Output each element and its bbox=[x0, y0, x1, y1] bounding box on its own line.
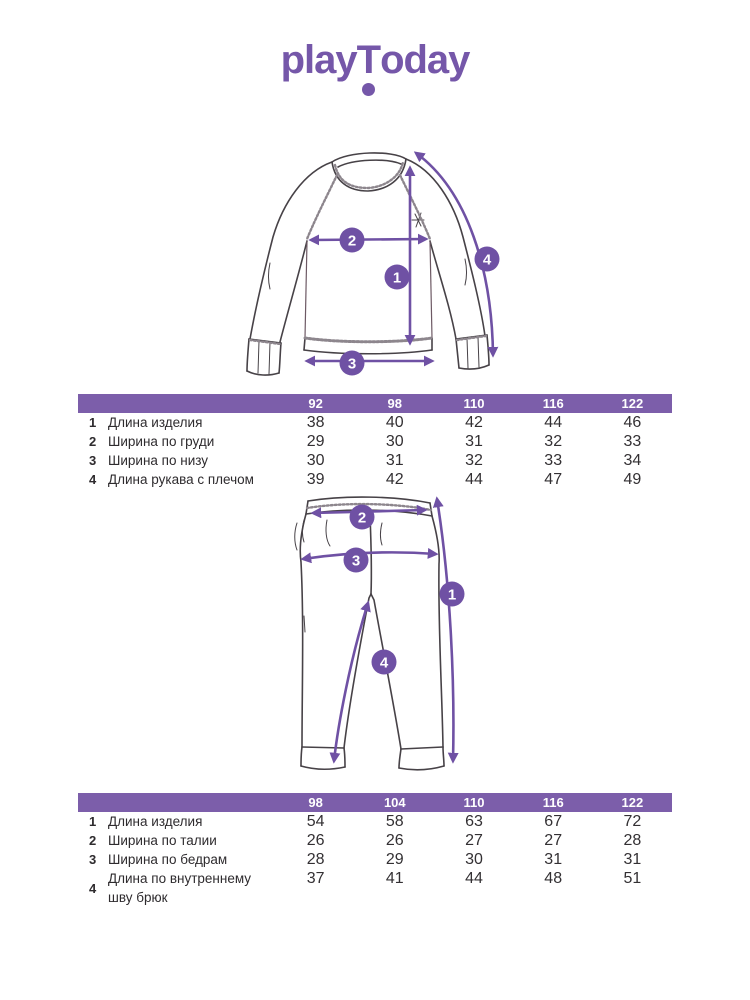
size-value: 48 bbox=[544, 870, 563, 887]
marker-label-3: 3 bbox=[351, 552, 361, 570]
size-value: 49 bbox=[623, 471, 642, 488]
size-value: 42 bbox=[465, 414, 483, 431]
marker-label-3: 3 bbox=[347, 355, 357, 373]
row-label: Ширина по бедрам bbox=[108, 852, 228, 867]
size-value: 37 bbox=[306, 870, 325, 887]
size-value: 33 bbox=[544, 452, 563, 469]
size-value: 26 bbox=[385, 832, 404, 849]
size-value: 54 bbox=[306, 813, 325, 830]
size-value: 28 bbox=[623, 832, 642, 849]
sweatshirt-measure-arrows bbox=[307, 153, 493, 361]
size-value: 31 bbox=[385, 452, 404, 469]
marker-label-1: 1 bbox=[392, 269, 402, 287]
size-value: 32 bbox=[544, 433, 563, 450]
size-value: 27 bbox=[544, 832, 563, 849]
pants-outline bbox=[295, 497, 444, 770]
pants-size-table bbox=[78, 793, 672, 907]
row-number: 1 bbox=[89, 415, 97, 430]
row-label: Длина изделия bbox=[108, 814, 203, 829]
row-number: 3 bbox=[89, 852, 97, 867]
row-label: Ширина по талии bbox=[108, 833, 217, 848]
size-value: 31 bbox=[465, 433, 483, 450]
row-number: 2 bbox=[89, 434, 97, 449]
row-label: Длина изделия bbox=[108, 415, 203, 430]
measure-arrow-3 bbox=[303, 552, 436, 559]
size-value: 63 bbox=[465, 813, 483, 830]
size-value: 44 bbox=[465, 870, 483, 887]
row-number: 2 bbox=[89, 833, 97, 848]
marker-label-2: 2 bbox=[347, 232, 357, 250]
size-value: 31 bbox=[544, 851, 563, 868]
size-value: 34 bbox=[623, 452, 642, 469]
size-value: 28 bbox=[306, 851, 325, 868]
size-value: 30 bbox=[385, 433, 404, 450]
table-row bbox=[78, 413, 672, 432]
pants-diagram bbox=[270, 490, 500, 780]
size-col-header: 98 bbox=[308, 795, 323, 810]
row-number: 1 bbox=[89, 814, 97, 829]
size-value: 58 bbox=[385, 813, 404, 830]
row-label: Ширина по груди bbox=[108, 434, 215, 449]
size-value: 47 bbox=[544, 471, 563, 488]
table-row bbox=[78, 451, 672, 470]
size-value: 26 bbox=[306, 832, 325, 849]
marker-label-1: 1 bbox=[447, 586, 457, 604]
marker-label-4: 4 bbox=[482, 251, 492, 269]
size-value: 44 bbox=[544, 414, 563, 431]
size-value: 67 bbox=[544, 813, 563, 830]
table-row bbox=[78, 850, 672, 869]
size-col-header: 110 bbox=[463, 795, 485, 810]
sweatshirt-side-seams bbox=[305, 241, 432, 338]
size-value: 33 bbox=[623, 433, 642, 450]
row-label: Ширина по низу bbox=[108, 453, 209, 468]
table-row bbox=[78, 470, 672, 489]
sweatshirt-diagram bbox=[240, 141, 520, 391]
table-row bbox=[78, 812, 672, 831]
size-col-header: 122 bbox=[621, 396, 644, 411]
size-value: 30 bbox=[465, 851, 483, 868]
size-value: 72 bbox=[623, 813, 642, 830]
marker-label-4: 4 bbox=[379, 654, 389, 672]
logo-text-play: play bbox=[280, 38, 357, 82]
size-value: 30 bbox=[306, 452, 325, 469]
size-value: 32 bbox=[465, 452, 483, 469]
measure-arrow-2 bbox=[311, 239, 426, 240]
marker-label-2: 2 bbox=[357, 509, 367, 527]
table-row bbox=[78, 432, 672, 451]
size-value: 38 bbox=[306, 414, 325, 431]
size-value: 46 bbox=[623, 414, 642, 431]
size-col-header: 98 bbox=[387, 396, 403, 411]
row-label: Длина рукава с плечом bbox=[108, 472, 254, 487]
size-col-header: 122 bbox=[621, 795, 644, 810]
row-number: 3 bbox=[89, 453, 97, 468]
size-value: 51 bbox=[623, 870, 642, 887]
size-col-header: 116 bbox=[542, 795, 564, 810]
logo-text-t: T bbox=[356, 38, 381, 82]
size-col-header: 104 bbox=[383, 795, 406, 810]
size-header-row bbox=[78, 394, 672, 413]
size-value: 29 bbox=[385, 851, 404, 868]
size-value: 39 bbox=[306, 471, 325, 488]
table-row bbox=[78, 869, 672, 907]
size-col-header: 116 bbox=[542, 396, 564, 411]
pants-measure-arrows bbox=[303, 499, 453, 761]
size-value: 27 bbox=[465, 832, 483, 849]
size-col-header: 110 bbox=[463, 396, 485, 411]
row-number: 4 bbox=[89, 880, 97, 896]
size-value: 40 bbox=[385, 414, 404, 431]
size-value: 42 bbox=[385, 471, 404, 488]
size-header-row bbox=[78, 793, 672, 812]
brand-logo bbox=[0, 40, 750, 80]
row-label: Длина по внутреннему шву брюк bbox=[108, 871, 252, 905]
row-number: 4 bbox=[89, 472, 97, 487]
size-value: 29 bbox=[306, 433, 325, 450]
table-row bbox=[78, 831, 672, 850]
size-value: 41 bbox=[385, 870, 404, 887]
logo-text-oday: oday bbox=[380, 38, 470, 82]
size-value: 31 bbox=[623, 851, 642, 868]
pants-measure-markers bbox=[344, 505, 465, 675]
logo-dot bbox=[362, 83, 375, 96]
sweatshirt-size-table bbox=[78, 394, 672, 489]
size-value: 44 bbox=[465, 471, 483, 488]
size-col-header: 92 bbox=[308, 396, 323, 411]
